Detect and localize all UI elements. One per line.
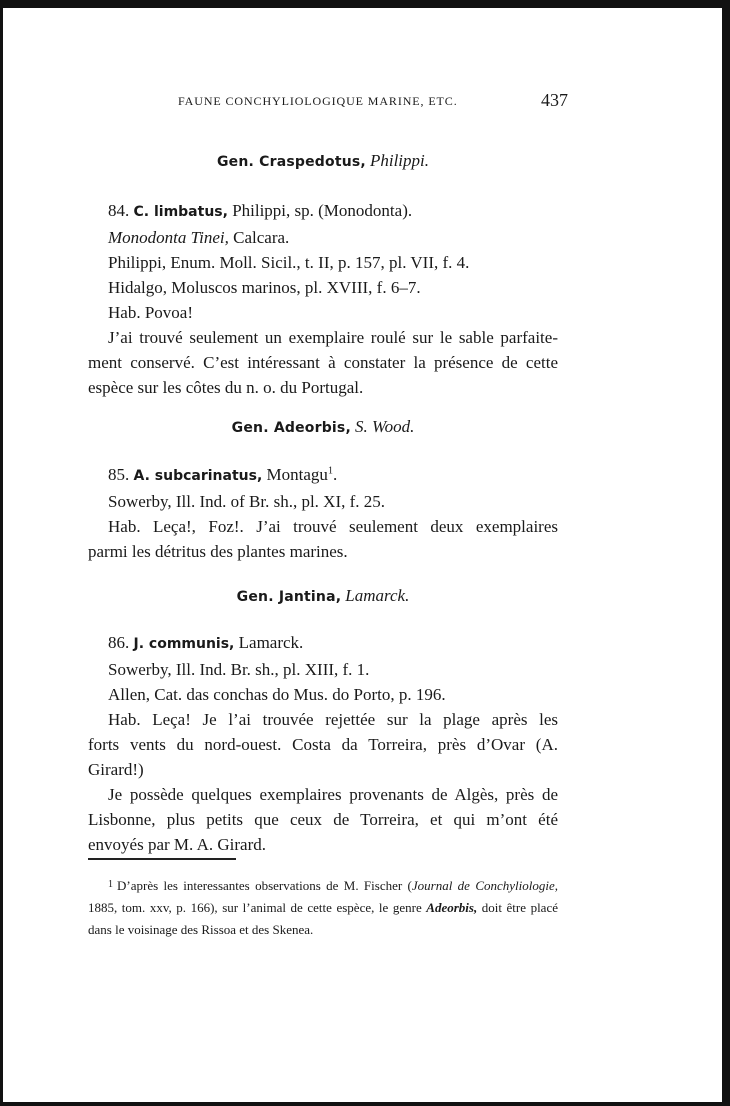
genus-label: Gen. Craspedotus, bbox=[216, 154, 366, 170]
scan-border-right bbox=[722, 0, 730, 1106]
running-head: FAUNE CONCHYLIOLOGIQUE MARINE, ETC. bbox=[178, 94, 458, 108]
footnote-divider bbox=[88, 858, 236, 860]
species-authority: Montagu bbox=[266, 465, 328, 484]
note-line: J’ai trouvé seulement un exemplaire roulé sur le sable parfaite- bbox=[108, 328, 558, 347]
habitat-line: Girard!) bbox=[88, 760, 144, 779]
genus-author: Lamarck. bbox=[345, 586, 410, 605]
species-authority: Lamarck. bbox=[238, 633, 304, 652]
genus-author: S. Wood. bbox=[354, 417, 415, 436]
footnote-part: 1885, tom. xxv, p. 166), sur l’animal de cette espèce, le genre bbox=[88, 900, 427, 915]
reference-line: Sowerby, Ill. Ind. of Br. sh., pl. XI, f. 25. bbox=[108, 492, 386, 511]
genus-heading-adeorbis bbox=[88, 416, 558, 439]
species-name: J. communis, bbox=[133, 636, 235, 652]
species-line: 85. A. subcarinatus, Montagu$^1$. bbox=[108, 465, 338, 484]
species-authority: Philippi, sp. (Monodonta). bbox=[232, 201, 413, 220]
genus-label: Gen. Adeorbis, bbox=[231, 420, 351, 436]
note-line: Lisbonne, plus petits que ceux de Torreira, et qui m’ont été bbox=[88, 810, 558, 829]
page-number: 437 bbox=[541, 90, 568, 110]
synonym-name: Monodonta Tinei, bbox=[108, 228, 229, 247]
note-line: Je possède quelques exemplaires provenants de Algès, près de bbox=[108, 785, 558, 804]
habitat-line: Hab. Leça! Je l’ai trouvée rejettée sur la plage après les bbox=[108, 710, 558, 729]
genus-author: Philippi. bbox=[369, 151, 429, 170]
species-entry-84 bbox=[88, 198, 558, 400]
note-line: envoyés par M. A. Girard. bbox=[88, 835, 266, 854]
species-line bbox=[88, 198, 558, 225]
genus-heading-jantina bbox=[88, 585, 558, 608]
synonym-author: Calcara. bbox=[233, 228, 290, 247]
species-number: 85. bbox=[108, 465, 130, 484]
note-line: espèce sur les côtes du n. o. du Portugal. bbox=[88, 378, 364, 397]
footnote-mark: 1 bbox=[108, 879, 113, 890]
reference-line: Sowerby, Ill. Ind. Br. sh., pl. XIII, f. 1. bbox=[108, 660, 370, 679]
footnote-genus: Adeorbis, bbox=[426, 900, 478, 915]
species-number: 86. bbox=[108, 633, 130, 652]
reference-line: Philippi, Enum. Moll. Sicil., t. II, p. 157, pl. VII, f. 4. bbox=[108, 253, 470, 272]
scan-border-bottom bbox=[0, 1102, 730, 1106]
habitat-line: Hab. Leça!, Foz!. J’ai trouvé seulement deux exemplaires bbox=[108, 517, 558, 536]
footnote-ref: 1 bbox=[327, 465, 333, 477]
footnote bbox=[88, 874, 558, 941]
scan-border-top bbox=[0, 0, 730, 8]
species-number: 84. bbox=[108, 201, 130, 220]
habitat-line: parmi les détritus des plantes marines. bbox=[88, 542, 348, 561]
scan-border-left bbox=[0, 0, 3, 1106]
genus-label: Gen. Jantina, bbox=[236, 589, 342, 605]
species-entry-85 bbox=[88, 462, 558, 564]
species-name: A. subcarinatus, bbox=[133, 468, 263, 484]
habitat-line: Hab. Povoa! bbox=[108, 303, 193, 322]
footnote-text bbox=[88, 874, 558, 941]
note-line: ment conservé. C’est intéressant à constater la présence de cette bbox=[88, 353, 558, 372]
species-name: C. limbatus, bbox=[133, 204, 228, 220]
footnote-part: D’après les interessantes observations de M. Fischer ( bbox=[117, 878, 412, 893]
footnote-journal: Journal de Conchyliologie, bbox=[411, 878, 558, 893]
reference-line: Allen, Cat. das conchas do Mus. do Porto, p. 196. bbox=[108, 685, 446, 704]
page-header bbox=[178, 92, 570, 112]
habitat-line: forts vents du nord-ouest. Costa da Torreira, près d’Ovar (A. bbox=[88, 735, 558, 754]
synonym-line bbox=[88, 225, 558, 250]
genus-heading-craspedotus bbox=[88, 150, 558, 173]
reference-line: Hidalgo, Moluscos marinos, pl. XVIII, f. 6–7. bbox=[108, 278, 421, 297]
species-line bbox=[88, 630, 558, 657]
footnote-part: doit être placé dans le voisinage des Rissoa et des Skenea. bbox=[88, 900, 558, 937]
species-entry-86 bbox=[88, 630, 558, 857]
